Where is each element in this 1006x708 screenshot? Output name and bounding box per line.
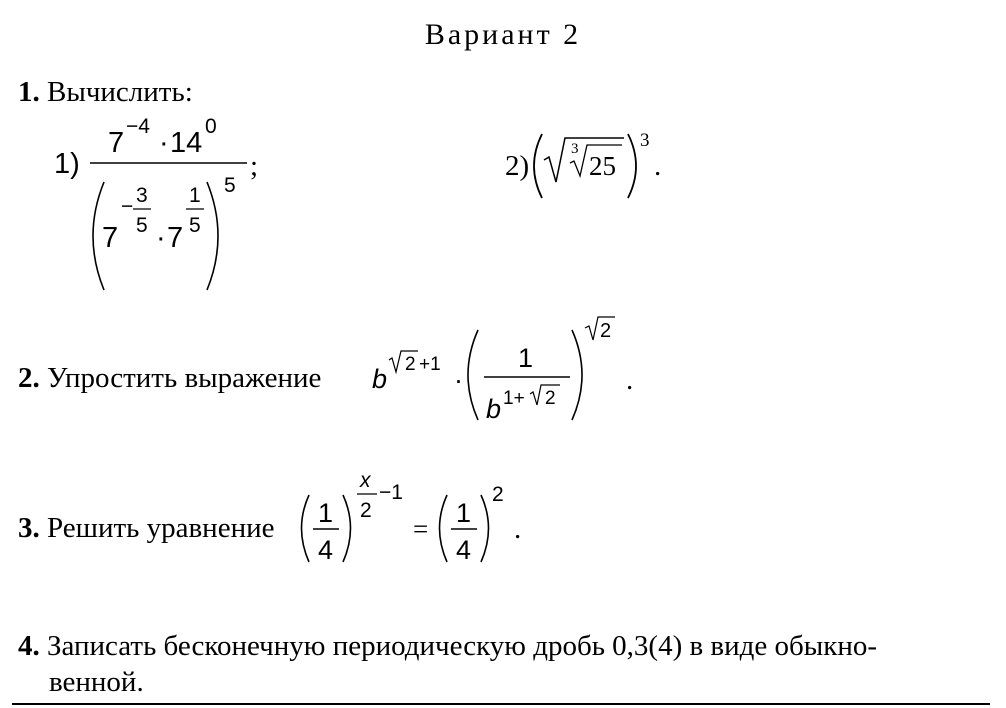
- den-exp2-num: 1: [189, 184, 201, 207]
- expr-dot: ·: [454, 365, 463, 395]
- den-base-7b: 7: [167, 222, 184, 254]
- frac-num-1: 1: [518, 343, 534, 373]
- t3-lhs-left-paren: [302, 495, 310, 562]
- num-base-7: 7: [108, 127, 125, 159]
- root-index: 3: [571, 141, 579, 157]
- rhs-exp: 2: [492, 483, 504, 506]
- lhs-den: 4: [318, 535, 334, 565]
- task-1-number: 1.: [18, 76, 40, 108]
- task-3-period: .: [514, 513, 522, 545]
- frac-den-root-2: 2: [545, 388, 556, 409]
- task-2-text: Упростить выражение: [47, 362, 322, 394]
- lhs-exp-x: x: [360, 469, 371, 492]
- rhs-num: 1: [456, 498, 472, 528]
- den-exp1-num: 3: [136, 184, 148, 207]
- bottom-rule: [12, 703, 990, 705]
- radicand: 25: [589, 151, 616, 181]
- frac-den-exp-1plus: 1+: [503, 388, 525, 409]
- t3-lhs-right-paren: [343, 495, 351, 562]
- task-4-number: 4.: [18, 630, 40, 662]
- part-1-semicolon: ;: [250, 150, 259, 182]
- den-exp-minus: −: [121, 195, 134, 218]
- lhs-exp-2: 2: [360, 499, 372, 522]
- exp-root-2: 2: [405, 354, 416, 375]
- frac-den-b: b: [486, 394, 502, 424]
- den-outer-exp: 5: [224, 174, 236, 197]
- den-exp1-den: 5: [136, 214, 148, 237]
- task-1-text: Вычислить:: [47, 76, 193, 108]
- rhs-den: 4: [456, 535, 472, 565]
- task-2-period: .: [626, 364, 634, 396]
- outer-exp-root-2: 2: [600, 320, 612, 342]
- task-4-text-1: Записать бесконечную периодическую дробь 0,3(4) в виде обыкно-: [47, 630, 878, 662]
- equals-sign: =: [413, 514, 429, 544]
- part-2-period: .: [654, 150, 662, 182]
- num-exp-neg4: −4: [126, 115, 150, 138]
- lhs-num: 1: [318, 498, 334, 528]
- task-3-text: Решить уравнение: [47, 512, 275, 544]
- task-3-number: 3.: [18, 512, 40, 544]
- part-1-label: 1): [54, 148, 80, 180]
- den-dot: ·: [156, 222, 166, 254]
- lhs-exp-minus1: −1: [379, 481, 403, 504]
- t3-rhs-right-paren: [481, 495, 489, 562]
- task-4-line-1: [18, 630, 877, 663]
- task-4-text-2: венной.: [49, 666, 144, 698]
- exp-plus-1: +1: [419, 354, 441, 375]
- page-title: Вариант 2: [424, 18, 582, 51]
- root-outer-exp: 3: [640, 130, 650, 151]
- num-dot: ·: [159, 127, 169, 159]
- task-2-number: 2.: [18, 362, 40, 394]
- num-exp-0: 0: [205, 115, 217, 138]
- expr-base-b: b: [372, 364, 388, 394]
- den-base-7a: 7: [102, 222, 119, 254]
- part-2-label: 2): [505, 150, 530, 182]
- t3-rhs-left-paren: [440, 495, 448, 562]
- den-exp2-den: 5: [189, 214, 201, 237]
- num-base-14: 14: [170, 127, 203, 159]
